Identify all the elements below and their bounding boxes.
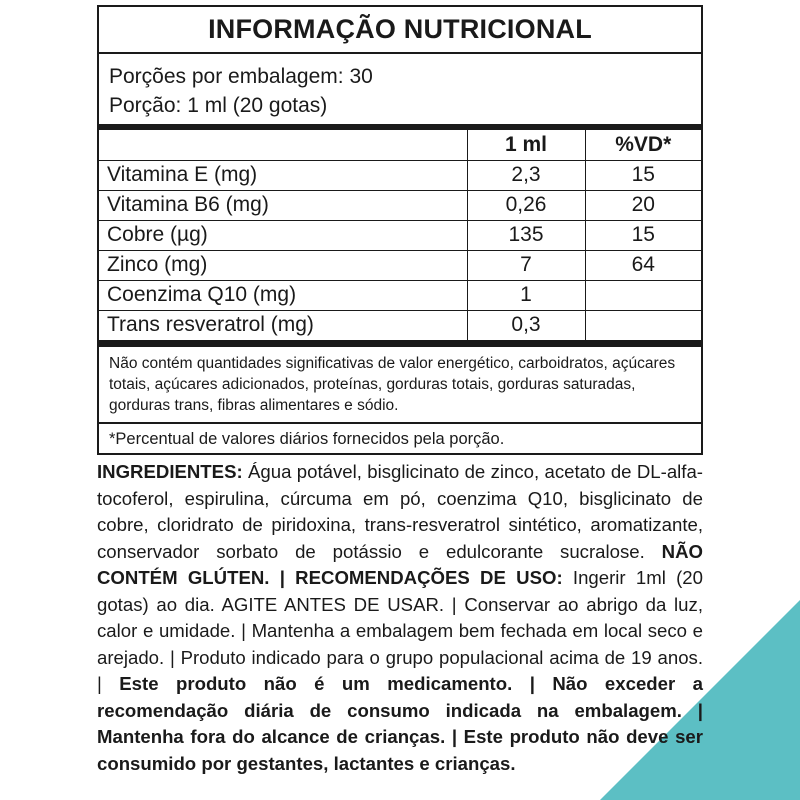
nutrient-quantity: 1	[467, 280, 585, 310]
header-quantity: 1 ml	[467, 130, 585, 160]
nutrient-dv: 15	[585, 220, 701, 250]
nutrient-quantity: 0,26	[467, 190, 585, 220]
daily-value-note: *Percentual de valores diários fornecidos pela porção.	[109, 429, 505, 448]
ingredients-list: Água potável, bisglicinato de zinco, acetato de DL-alfa-tocoferol, espirulina, cúrcuma em pó, coenzima Q10, bisglicinato de cobre, cloridrato de piridoxina, trans-resveratrol sintético, aromatizante, conservador sorbato de potássio e edulcorante sucralose.	[97, 461, 703, 562]
warnings-text: Este produto não é um medicamento. | Não exceder a recomendação diária de consumo indicada na embalagem. | Mantenha fora do alcance de crianças. | Este produto não deve ser consumido por gestantes, lactantes e crianças.	[97, 673, 703, 774]
nutrient-name: Vitamina B6 (mg)	[99, 190, 467, 220]
nutrition-table	[99, 130, 701, 341]
nutrient-quantity: 2,3	[467, 160, 585, 190]
nutrition-facts-panel	[97, 5, 703, 455]
gluten-and-usage-heading: NÃO CONTÉM GLÚTEN. | RECOMENDAÇÕES DE USO:	[97, 540, 703, 588]
nutrient-dv: 20	[585, 190, 701, 220]
table-row	[99, 250, 701, 280]
nutrient-name: Cobre (µg)	[99, 220, 467, 250]
nutrient-quantity: 135	[467, 220, 585, 250]
ingredients-heading: INGREDIENTES:	[97, 461, 243, 482]
nutrient-quantity: 7	[467, 250, 585, 280]
nutrient-dv	[585, 310, 701, 340]
serving-size: Porção: 1 ml (20 gotas)	[109, 94, 328, 117]
nutrient-name: Coenzima Q10 (mg)	[99, 280, 467, 310]
header-nutrient	[99, 130, 467, 160]
servings-per-pack: Porções por embalagem: 30	[109, 65, 373, 88]
header-dv: %VD*	[585, 130, 701, 160]
table-row	[99, 310, 701, 340]
usage-instructions: Ingerir 1ml (20 gotas) ao dia. AGITE ANTES DE USAR. | Conservar ao abrigo da luz, calor e umidade. | Mantenha a embalagem bem fechada em local seco e arejado. | Produto indicado para o grupo populacional acima de 19 anos. |	[97, 567, 703, 694]
table-row	[99, 160, 701, 190]
nutrient-dv: 64	[585, 250, 701, 280]
nutrient-dv	[585, 280, 701, 310]
table-row	[99, 190, 701, 220]
ingredients-block	[97, 459, 703, 777]
nutrient-name: Zinco (mg)	[99, 250, 467, 280]
table-row	[99, 280, 701, 310]
nutrient-dv: 15	[585, 160, 701, 190]
insignificant-note: Não contém quantidades significativas de valor energético, carboidratos, açúcares totais, açúcares adicionados, proteínas, gorduras totais, gorduras saturadas, gorduras trans, fibras alimentares e sódio.	[99, 341, 701, 424]
table-header-row	[99, 130, 701, 160]
nutrition-title: INFORMAÇÃO NUTRICIONAL	[99, 7, 701, 54]
serving-info	[99, 54, 701, 130]
table-row	[99, 220, 701, 250]
nutrient-name: Vitamina E (mg)	[99, 160, 467, 190]
nutrient-name: Trans resveratrol (mg)	[99, 310, 467, 340]
nutrient-quantity: 0,3	[467, 310, 585, 340]
